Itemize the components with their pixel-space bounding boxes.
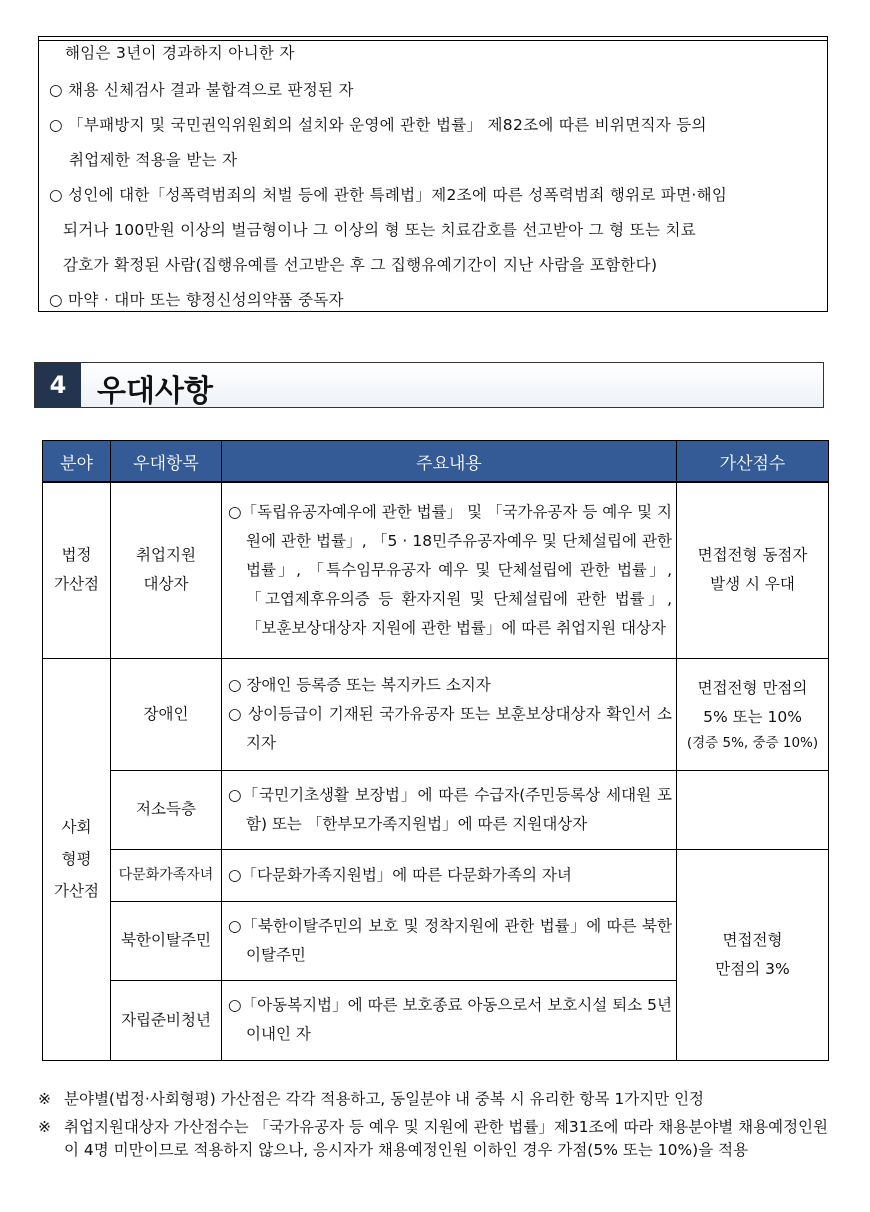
section-title: 우대사항 — [97, 374, 213, 409]
table-row — [43, 658, 829, 770]
box-line: ○ 마약 · 대마 또는 향정신성의약품 중독자 — [49, 291, 344, 309]
note-text: 취업지원대상자 가산점수는 「국가유공자 등 예우 및 지원에 관한 법률」제31조에 따라 채용분야별 채용예정인원이 4명 미만이므로 적용하지 않으나, 응시자가 채용예정인원 이하인 경우 가점(5% 또는 10%)을 적용 — [64, 1118, 828, 1159]
section-header — [34, 362, 824, 408]
field-social: 사회 형평 가산점 — [43, 658, 111, 1060]
note — [38, 1116, 828, 1162]
note-text: 분야별(법정·사회형평) 가산점은 각각 적용하고, 동일분야 내 중복 시 유리한 항목 1가지만 인정 — [64, 1090, 705, 1108]
box-line: 해임은 3년이 경과하지 아니한 자 — [65, 44, 295, 62]
eligibility-box — [38, 36, 828, 312]
score-main: 면접전형 만점의 5% 또는 10% — [697, 679, 808, 726]
item-defector: 북한이탈주민 — [111, 901, 222, 980]
header-score: 가산점수 — [677, 441, 829, 483]
content-text: ○「독립유공자예우에 관한 법률」 및 「국가유공자 등 예우 및 지원에 관한 법률」, 「5 · 18민주유공자예우 및 단체설립에 관한 법률」, 「특수임무유공자 예우 및 단체설립에 관한 법률」, 「고엽제후유의증 등 환자지원 및 단체설립에 관한 법률」, 「보훈보상대상자 지원에 관한 법률」에 따른 취업지원 대상자 — [228, 502, 672, 637]
content-text: ○「다문화가족지원법」에 따른 다문화가족의 자녀 — [228, 865, 572, 884]
header-item: 우대항목 — [111, 441, 222, 483]
box-line: ○ 「부패방지 및 국민권익위원회의 설치와 운영에 관한 법률」 제82조에 따른 비위면직자 등의 — [49, 116, 707, 134]
score-social: 면접전형 만점의 3% — [677, 849, 829, 1060]
item-youth: 자립준비청년 — [111, 980, 222, 1060]
content-text: ○「북한이탈주민의 보호 및 정착지원에 관한 법률」에 따른 북한이탈주민 — [228, 916, 672, 964]
table-header-row — [43, 441, 829, 483]
score-sub: (경증 5%, 중증 10%) — [686, 735, 819, 751]
content-youth — [222, 980, 677, 1060]
section-number: 4 — [35, 363, 81, 407]
table-row — [43, 849, 829, 901]
box-line: 취업제한 적용을 받는 자 — [69, 151, 238, 169]
box-line: 감호가 확정된 사람(집행유예를 선고받은 후 그 집행유예기간이 지난 사람을 포함한다) — [63, 256, 658, 274]
item-low-income: 저소득층 — [111, 770, 222, 849]
box-line: 되거나 100만원 이상의 벌금형이나 그 이상의 형 또는 치료감호를 선고받아 그 형 또는 치료 — [63, 221, 696, 239]
note-mark: ※ — [38, 1090, 51, 1108]
score-legal: 면접전형 동점자 발생 시 우대 — [677, 482, 829, 658]
item-employment-support: 취업지원 대상자 — [111, 482, 222, 658]
content-text: ○「아동복지법」에 따른 보호종료 아동으로서 보호시설 퇴소 5년 이내인 자 — [228, 996, 672, 1043]
table-row — [43, 482, 829, 658]
content-text: ○「국민기초생활 보장법」에 따른 수급자(주민등록상 세대원 포함) 또는 「한부모가족지원법」에 따른 지원대상자 — [228, 785, 672, 833]
note — [38, 1088, 828, 1111]
content-legal — [222, 482, 677, 658]
box-line: ○ 성인에 대한「성폭력범죄의 처벌 등에 관한 특례법」제2조에 따른 성폭력범죄 행위로 파면·해임 — [49, 186, 728, 204]
content-multicultural — [222, 849, 677, 901]
content-text: ○ 장애인 등록증 또는 복지카드 소지자 — [228, 675, 491, 694]
score-low-income — [677, 770, 829, 849]
content-low-income — [222, 770, 677, 849]
content-text: ○ 상이등급이 기재된 국가유공자 또는 보훈보상대상자 확인서 소지자 — [228, 704, 672, 752]
box-line: ○ 채용 신체검사 결과 불합격으로 판정된 자 — [49, 81, 354, 99]
content-disabled — [222, 658, 677, 770]
content-defector — [222, 901, 677, 980]
table-row — [43, 770, 829, 849]
header-field: 분야 — [43, 441, 111, 483]
preference-table — [42, 440, 829, 1061]
score-disabled — [677, 658, 829, 770]
item-disabled: 장애인 — [111, 658, 222, 770]
field-legal: 법정 가산점 — [43, 482, 111, 658]
note-mark: ※ — [38, 1118, 51, 1136]
header-content: 주요내용 — [222, 441, 677, 483]
item-multicultural: 다문화가족자녀 — [111, 849, 222, 901]
